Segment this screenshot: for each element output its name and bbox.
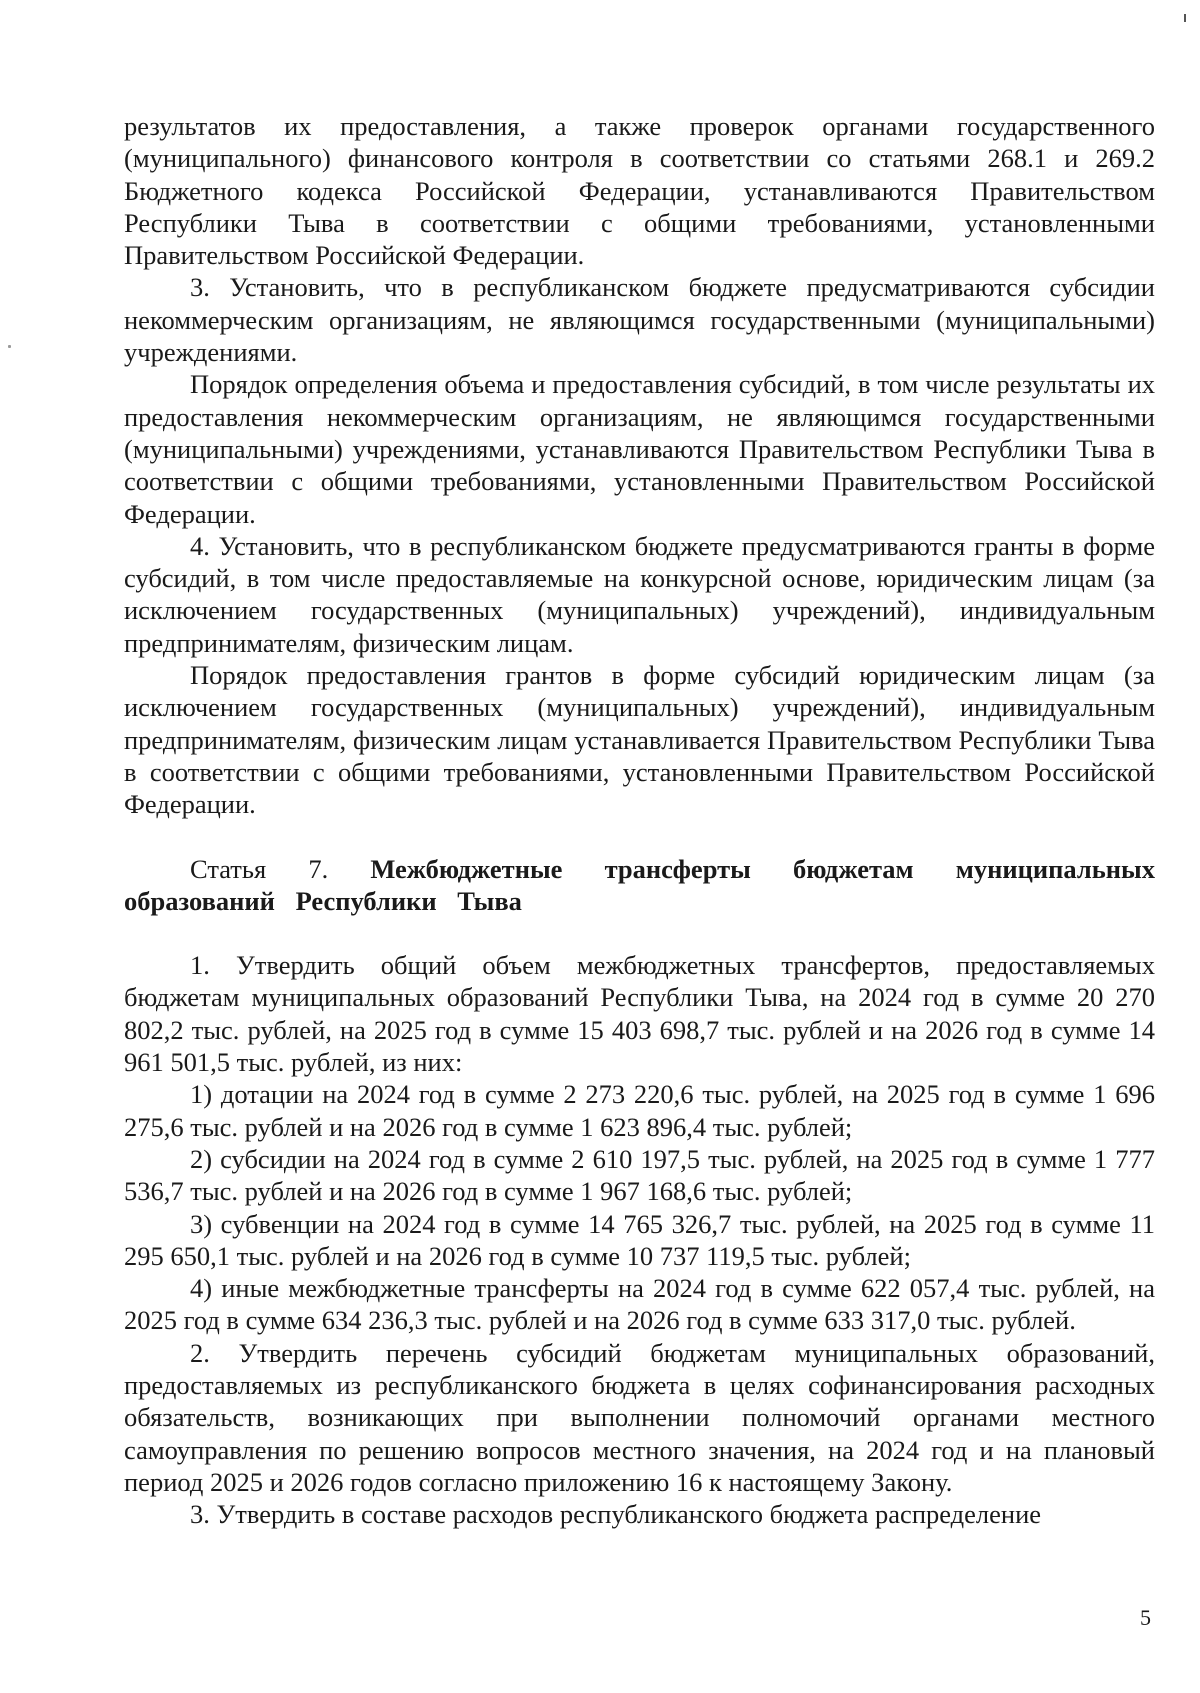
paragraph-grant-procedure: Порядок предоставления грантов в форме субсидий юридическим лицам (за исключением государственных (муниципальных) учреждений), индивидуальным предпринимателям, физическим лицам устанавливается Правительством Республики Тыва в соответствии с общими требованиями, установленными Правительством Российской Федерации. [124,660,1155,820]
paragraph-item-4: 4. Установить, что в республиканском бюджете предусматриваются гранты в форме субсидий, в том числе предоставляемые на конкурсной основе, юридическим лицам (за исключением государственных (муниципальных) учреждений), индивидуальным предпринимателям, физическим лицам. [124,530,1155,658]
paragraph-continuation: результатов их предоставления, а также проверок органами государственного (муниципального) финансового контроля в соответствии со статьями 268.1 и 269.2 Бюджетного кодекса Российской Федерации, устанавливаются Правительством Республики Тыва в соответствии с общими требованиями, установленными Правительством Российской Федерации. [124,111,1155,271]
paragraph-subsidy-procedure: Порядок определения объема и предоставления субсидий, в том числе результаты их предоставления некоммерческим организациям, не являющимся государственными (муниципальными) учреждениями, устанавливаются Правительством Республики Тыва в соответствии с общими требованиями, установленными Правительством Российской Федерации. [124,369,1155,529]
article-heading-text [124,853,1155,918]
paragraph-subitem-2-subsidies: 2) субсидии на 2024 год в сумме 2 610 197,5 тыс. рублей, на 2025 год в сумме 1 777 536,7 тыс. рублей и на 2026 год в сумме 1 967 168,6 тыс. рублей; [124,1143,1155,1207]
paragraph-item-2-subsidy-list: 2. Утвердить перечень субсидий бюджетам муниципальных образований, предоставляемых из республиканского бюджета в целях софинансирования расходных обязательств, возникающих при выполнении полномочий органами местного самоуправления по решению вопросов местного значения, на 2024 год и на плановый период 2025 и 2026 годов согласно приложению 16 к настоящему Закону. [124,1337,1155,1497]
paragraph-subitem-4-other-transfers: 4) иные межбюджетные трансферты на 2024 год в сумме 622 057,4 тыс. рублей, на 2025 год в сумме 634 236,3 тыс. рублей и на 2026 год в сумме 633 317,0 тыс. рублей. [124,1273,1155,1336]
paragraph-item-3-distribution: 3. Утвердить в составе расходов республиканского бюджета распределение [190,1499,1042,1530]
paragraph-subitem-3-subventions: 3) субвенции на 2024 год в сумме 14 765 326,7 тыс. рублей, на 2025 год в сумме 11 295 650,1 тыс. рублей и на 2026 год в сумме 10 737 119,5 тыс. рублей; [124,1208,1155,1271]
paragraph-item-3: 3. Установить, что в республиканском бюджете предусматриваются субсидии некоммерческим организациям, не являющимся государственными (муниципальными) учреждениями. [124,272,1155,368]
page-number: 5 [1140,1605,1151,1630]
article-heading [124,853,1155,918]
paragraph-total-transfers: 1. Утвердить общий объем межбюджетных трансфертов, предоставляемых бюджетам муниципальных образований Республики Тыва, на 2024 год в сумме 20 270 802,2 тыс. рублей, на 2025 год в сумме 15 403 698,7 тыс. рублей и на 2026 год в сумме 14 961 501,5 тыс. рублей, из них: [124,950,1155,1078]
paragraph-subitem-1-dotations: 1) дотации на 2024 год в сумме 2 273 220,6 тыс. рублей, на 2025 год в сумме 1 696 275,6 тыс. рублей и на 2026 год в сумме 1 623 896,4 тыс. рублей; [124,1079,1155,1142]
scan-corner-mark [1184,14,1186,22]
article-number: Статья 7. [190,853,329,884]
document-body [124,110,1155,1530]
article-title: Межбюджетные трансферты бюджетам муниципальных образований Республики Тыва [124,853,1155,916]
scan-margin-dot [8,345,11,348]
